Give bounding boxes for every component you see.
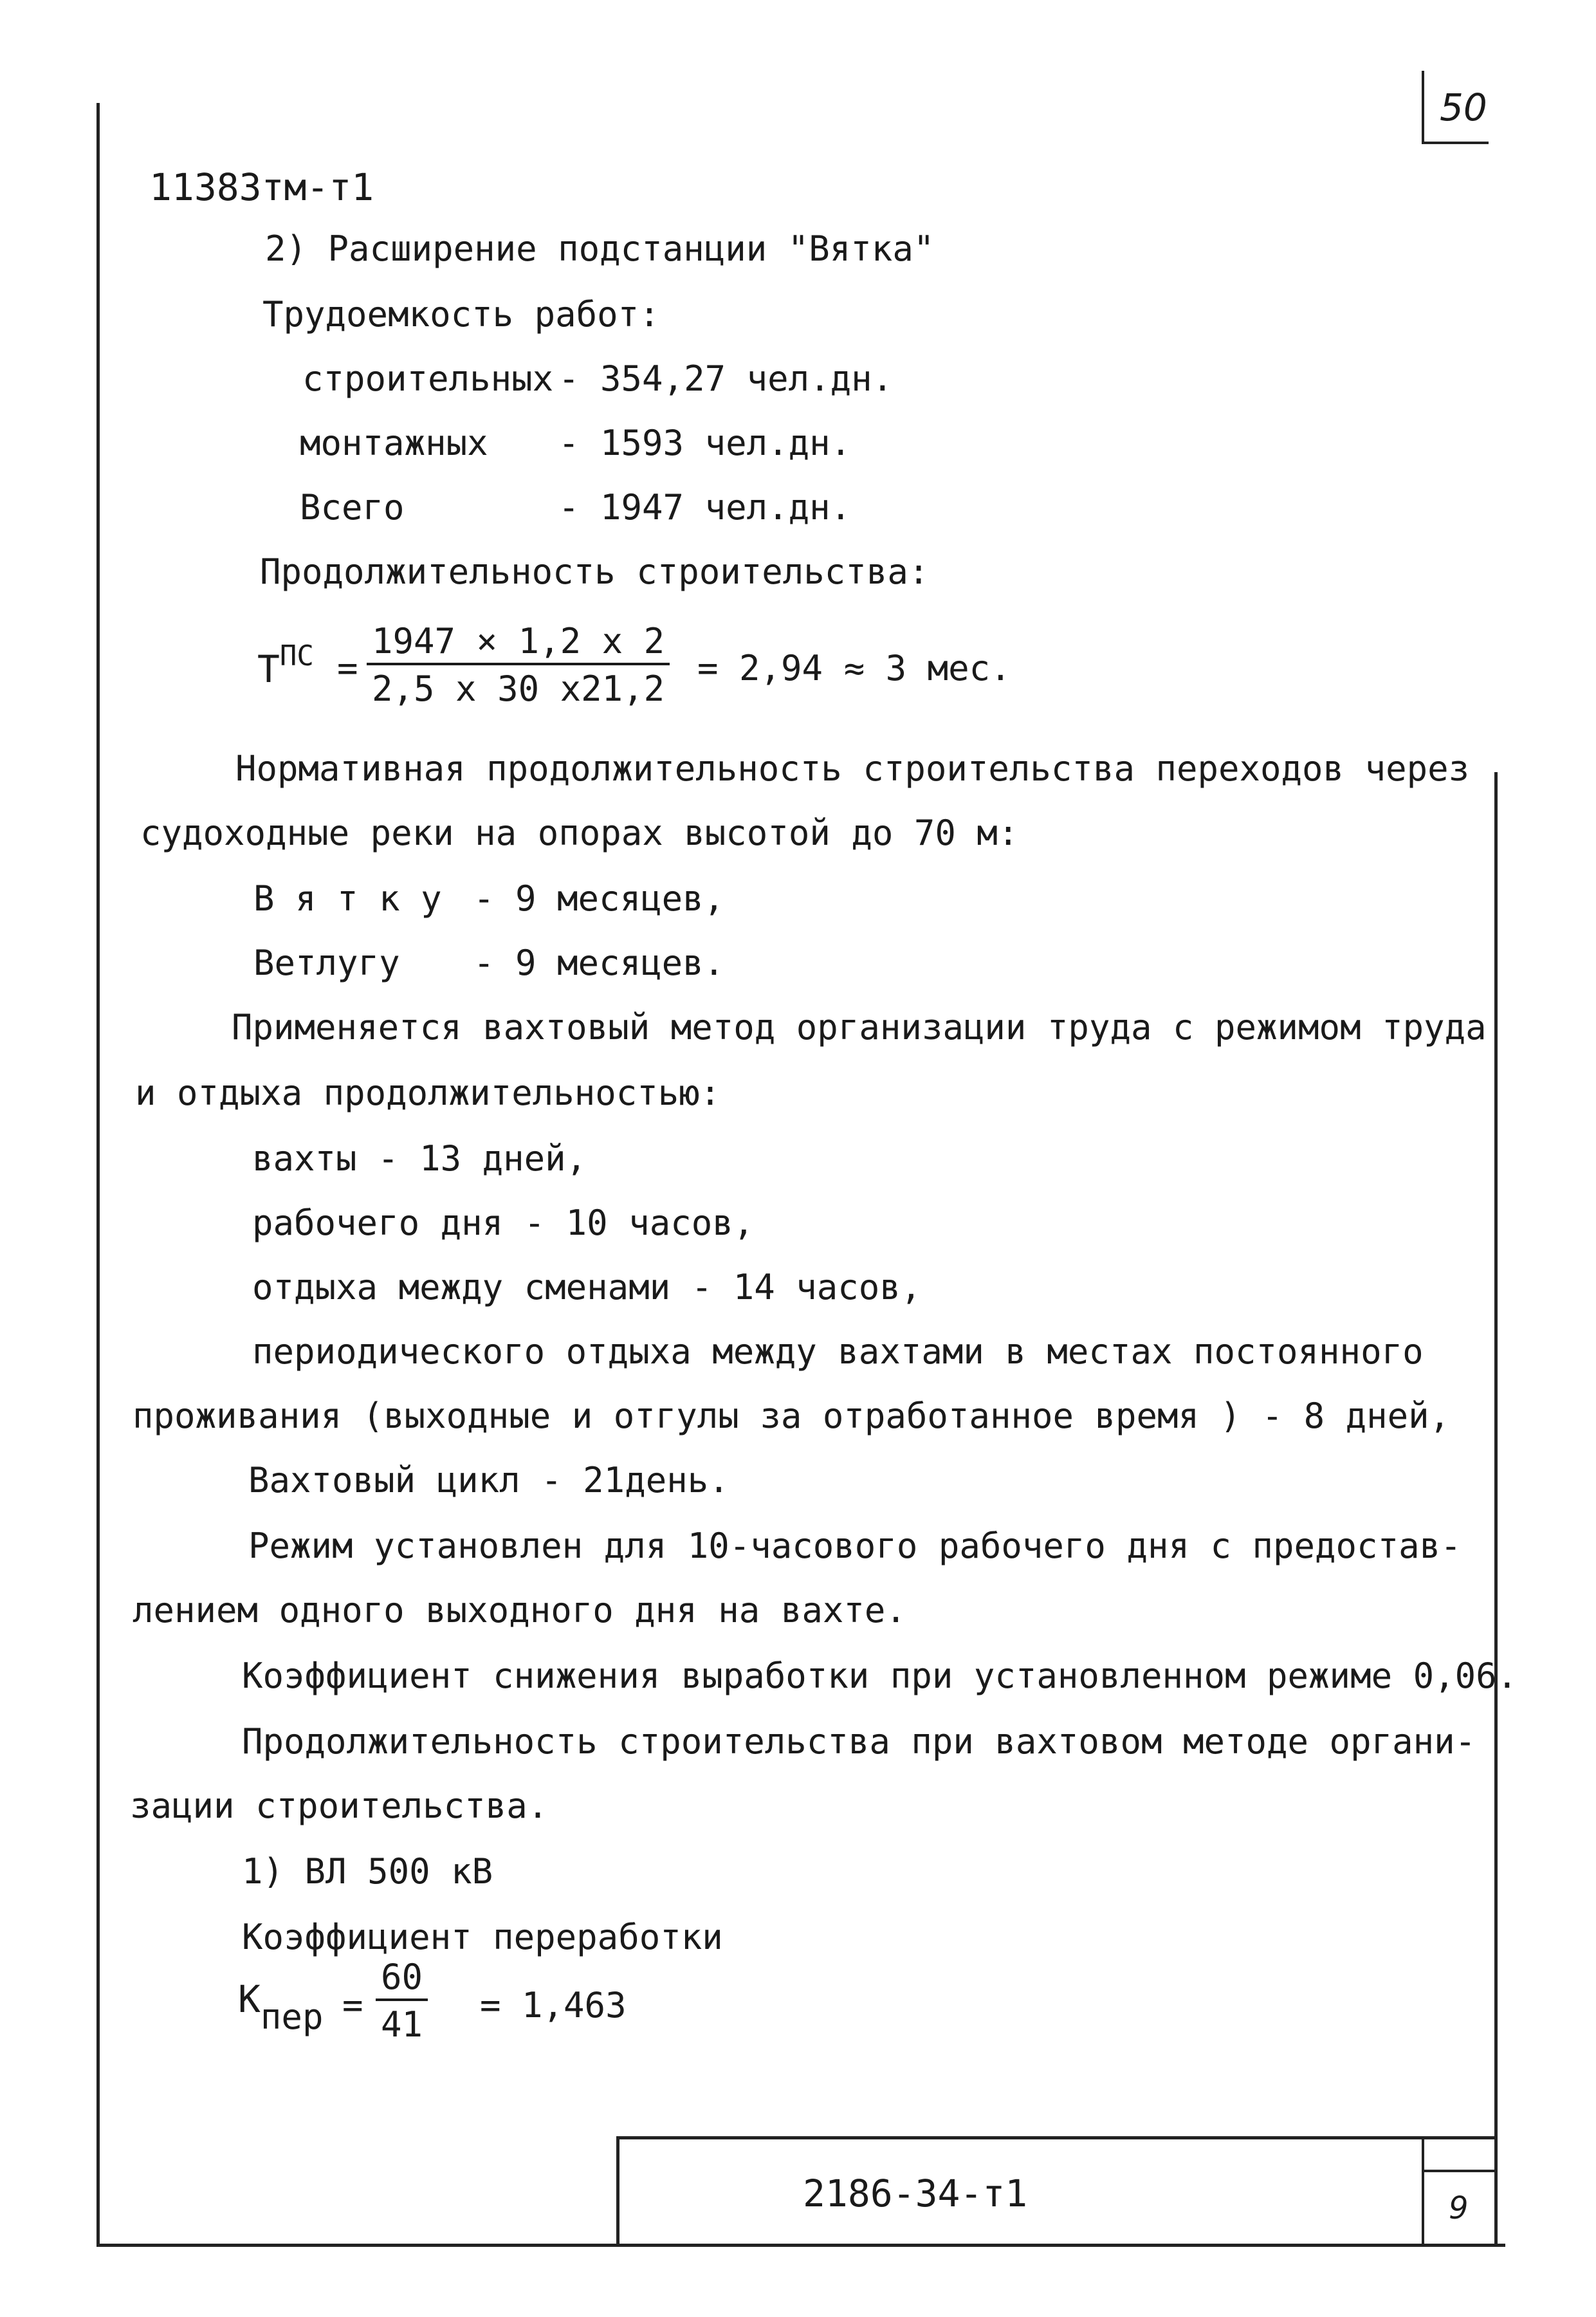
formula2-eq: =	[342, 1985, 363, 2026]
coef-overtime-title: Коэффициент переработки	[242, 1917, 723, 1957]
labor-name-construction: строительных	[302, 358, 554, 399]
stamp-code: 2186-34-т1	[803, 2172, 1028, 2215]
duration-shift-line-1: Продолжительность строительства при вахтовом методе органи-	[242, 1721, 1476, 1762]
regime-line-2: лением одного выходного дня на вахте.	[133, 1590, 906, 1630]
page-number-top: 50	[1440, 86, 1487, 129]
formula2-lhs-sub: пер	[260, 1997, 324, 2037]
periodic-line-1: периодического отдыха между вахтами в местах постоянного	[252, 1331, 1424, 1372]
method-line-1: Применяется вахтовый метод организации труда с режимом труда	[232, 1007, 1487, 1048]
formula2-fraction	[376, 1957, 428, 2045]
labor-value-installation: - 1593 чел.дн.	[558, 423, 852, 463]
periodic-line-2: проживания (выходные и отгулы за отработанное время ) - 8 дней,	[133, 1396, 1451, 1436]
shift-item-rest: отдыха между сменами - 14 часов,	[252, 1267, 922, 1307]
item-vl-500: 1) ВЛ 500 кВ	[242, 1851, 493, 1892]
shift-item-duration: вахты - 13 дней,	[252, 1138, 587, 1179]
doc-code-top: 11383тм-т1	[149, 165, 374, 209]
duration-title: Продолжительность строительства:	[260, 551, 930, 592]
formula1-lhs-symbol: T	[257, 647, 280, 691]
river-value-vyatka: - 9 месяцев,	[473, 878, 725, 919]
formula2-lhs	[238, 1977, 324, 2037]
labor-name-total: Всего	[300, 487, 405, 528]
labor-name-installation: монтажных	[300, 423, 488, 463]
right-frame-line	[1494, 772, 1498, 2246]
river-name-vyatka: В я т к у	[253, 878, 442, 919]
river-name-vetluga: Ветлугу	[253, 943, 400, 983]
regime-line-1: Режим установлен для 10-часового рабочего дня с предостав-	[248, 1526, 1462, 1566]
stamp-sheet-divider	[1422, 2170, 1494, 2172]
formula1-fraction	[367, 621, 670, 709]
formula1-numerator: 1947 × 1,2 x 2	[367, 624, 670, 665]
formula1-denominator: 2,5 x 30 x21,2	[372, 669, 665, 709]
norm-line-1: Нормативная продолжительность строительства переходов через	[235, 748, 1470, 789]
formula2-lhs-symbol: К	[238, 1977, 261, 2021]
labor-value-total: - 1947 чел.дн.	[558, 487, 852, 528]
formula1-lhs	[257, 640, 314, 691]
shift-item-workday: рабочего дня - 10 часов,	[252, 1203, 755, 1243]
norm-line-2: судоходные реки на опорах высотой до 70 м:	[140, 813, 1019, 853]
formula1-lhs-sup: ПС	[279, 640, 314, 672]
section-title: 2) Расширение подстанции "Вятка"	[265, 228, 935, 269]
formula1-eq: =	[337, 648, 358, 688]
river-value-vetluga: - 9 месяцев.	[473, 943, 725, 983]
formula2-denominator: 41	[381, 2004, 423, 2045]
stamp-sheet-number: 9	[1449, 2190, 1469, 2226]
left-margin-line	[96, 103, 100, 2246]
labor-title: Трудоемкость работ:	[262, 294, 660, 335]
duration-shift-line-2: зации строительства.	[130, 1786, 549, 1826]
formula2-result: = 1,463	[480, 1985, 627, 2026]
formula1-result: = 2,94 ≈ 3 мес.	[697, 648, 1011, 688]
stamp-block	[616, 2136, 1494, 2244]
method-line-2: и отдыха продолжительностью:	[135, 1073, 721, 1113]
labor-value-construction: - 354,27 чел.дн.	[558, 358, 894, 399]
formula2-numerator: 60	[376, 1960, 428, 2001]
cycle-line: Вахтовый цикл - 21день.	[248, 1460, 729, 1500]
coef-reduction-line: Коэффициент снижения выработки при установленном режиме 0,06.	[242, 1656, 1518, 1696]
